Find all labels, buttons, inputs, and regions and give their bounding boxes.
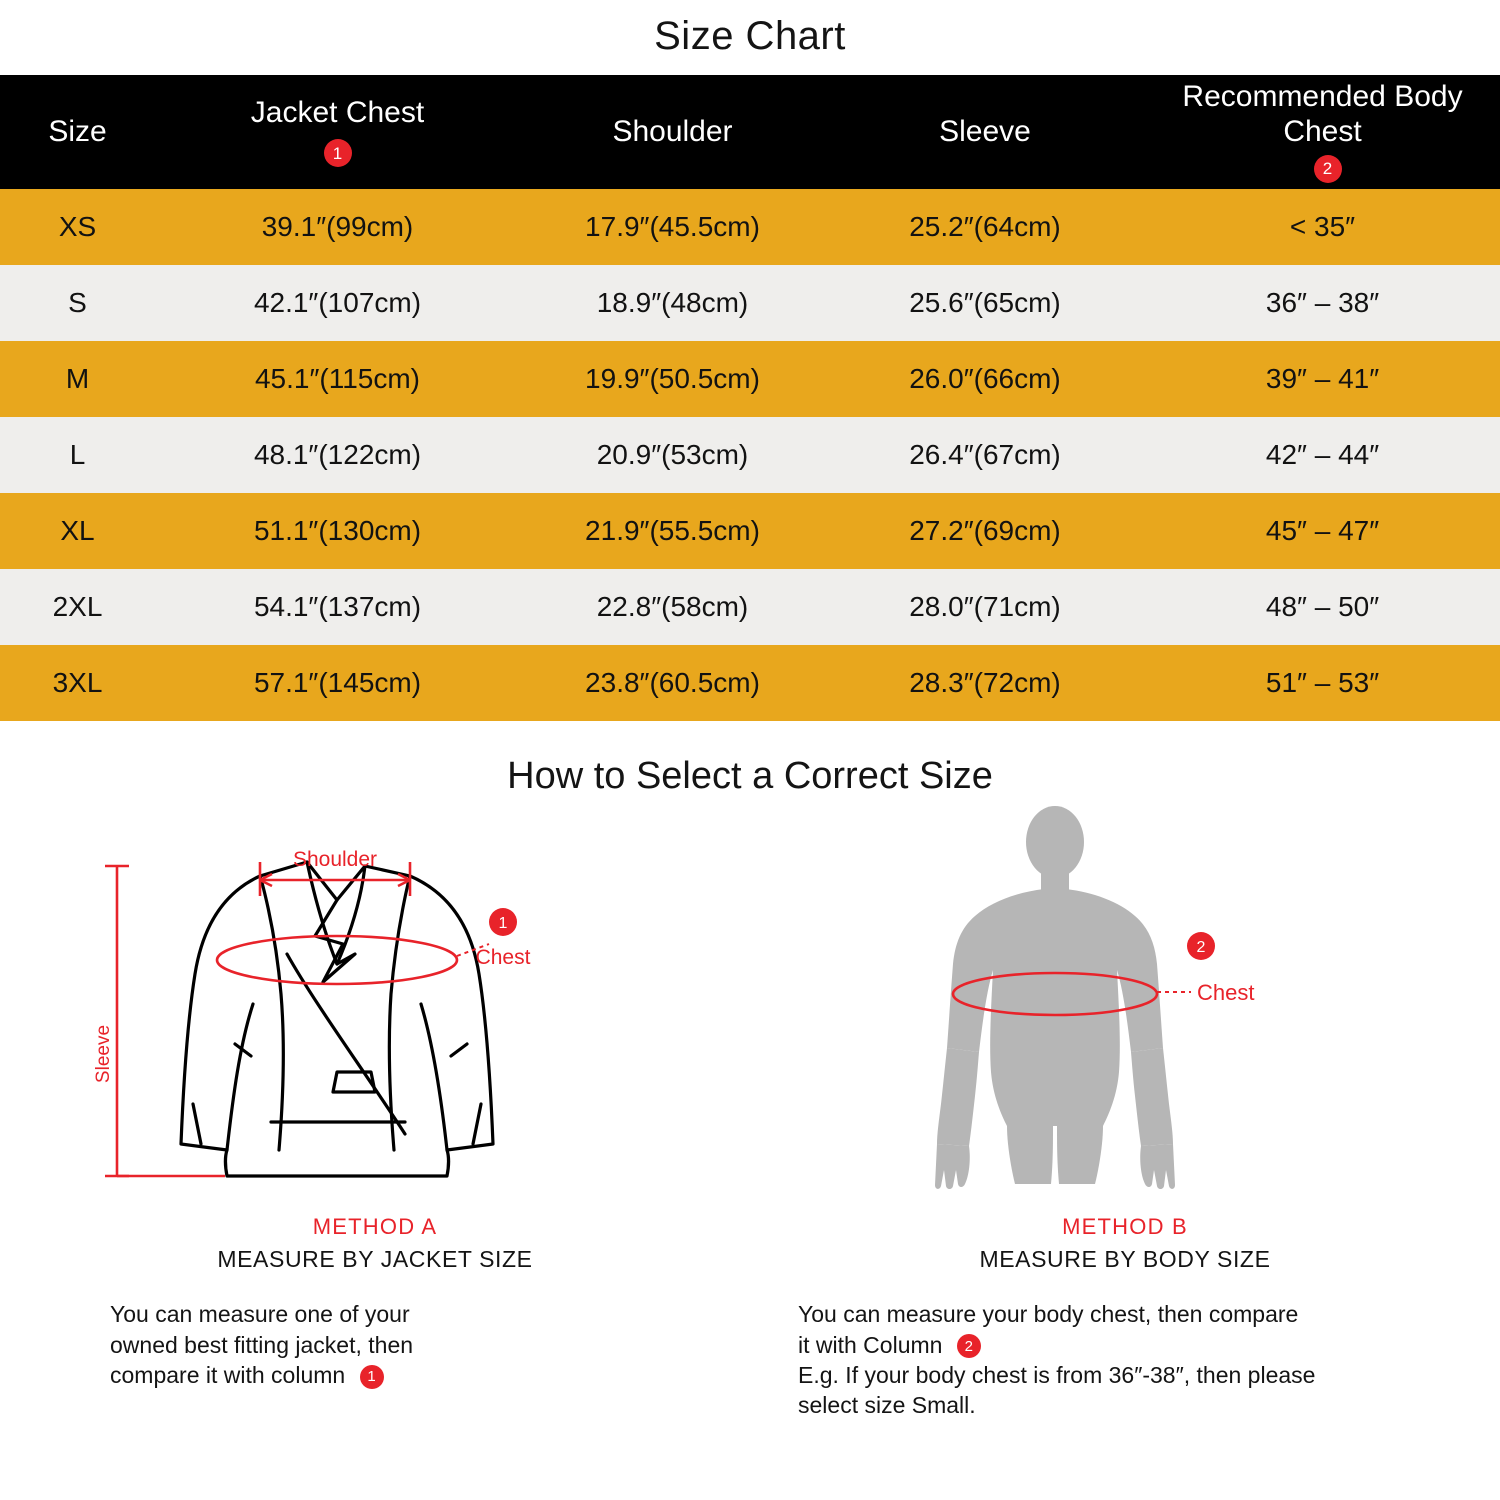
body-right-hand bbox=[1140, 1144, 1175, 1189]
cell-shoulder: 17.9″(45.5cm) bbox=[520, 189, 825, 265]
body-illustration-svg bbox=[825, 804, 1425, 1204]
column-header-size-label: Size bbox=[48, 115, 107, 149]
cell-jacket-chest: 54.1″(137cm) bbox=[155, 569, 520, 645]
method-b-block bbox=[750, 804, 1500, 1420]
method-b-sub: MEASURE BY BODY SIZE bbox=[979, 1246, 1271, 1273]
cell-size: S bbox=[0, 265, 155, 341]
body-left-leg bbox=[1007, 1126, 1053, 1184]
cell-body-chest: < 35″ bbox=[1145, 189, 1500, 265]
table-row bbox=[0, 569, 1500, 645]
table-row bbox=[0, 189, 1500, 265]
table-row bbox=[0, 341, 1500, 417]
column-header-sleeve bbox=[825, 75, 1145, 189]
chest-label: Chest bbox=[475, 946, 531, 970]
cell-jacket-chest: 45.1″(115cm) bbox=[155, 341, 520, 417]
badge-2-icon: 2 bbox=[1314, 155, 1342, 183]
cell-sleeve: 26.0″(66cm) bbox=[825, 341, 1145, 417]
method-a-block bbox=[0, 804, 750, 1420]
table-header bbox=[0, 75, 1500, 189]
cell-sleeve: 28.0″(71cm) bbox=[825, 569, 1145, 645]
badge-1-icon: 1 bbox=[360, 1365, 384, 1389]
table-row bbox=[0, 645, 1500, 721]
method-b-desc-line2: it with Column bbox=[798, 1331, 943, 1358]
cell-sleeve: 28.3″(72cm) bbox=[825, 645, 1145, 721]
cell-size: XL bbox=[0, 493, 155, 569]
cell-shoulder: 19.9″(50.5cm) bbox=[520, 341, 825, 417]
table-header-row bbox=[0, 75, 1500, 189]
cell-shoulder: 20.9″(53cm) bbox=[520, 417, 825, 493]
cell-size: 3XL bbox=[0, 645, 155, 721]
cell-shoulder: 23.8″(60.5cm) bbox=[520, 645, 825, 721]
method-a-desc-line1: You can measure one of your bbox=[110, 1301, 410, 1328]
badge-2-text: 2 bbox=[1196, 939, 1206, 957]
badge-2-icon: 2 bbox=[957, 1334, 981, 1358]
column-header-size bbox=[0, 75, 155, 189]
cell-jacket-chest: 42.1″(107cm) bbox=[155, 265, 520, 341]
cell-shoulder: 18.9″(48cm) bbox=[520, 265, 825, 341]
cell-sleeve: 25.2″(64cm) bbox=[825, 189, 1145, 265]
cell-body-chest: 45″ – 47″ bbox=[1145, 493, 1500, 569]
jacket-illustration-svg bbox=[75, 804, 675, 1204]
cell-size: XS bbox=[0, 189, 155, 265]
body-right-leg bbox=[1057, 1126, 1103, 1184]
column-header-shoulder bbox=[520, 75, 825, 189]
cell-size: M bbox=[0, 341, 155, 417]
page-title: Size Chart bbox=[654, 14, 846, 58]
method-b-description bbox=[750, 1299, 1500, 1420]
cell-body-chest: 39″ – 41″ bbox=[1145, 341, 1500, 417]
badge-1-text: 1 bbox=[498, 915, 508, 933]
column-header-jacket-chest-label: Jacket Chest bbox=[250, 95, 425, 129]
cell-shoulder: 21.9″(55.5cm) bbox=[520, 493, 825, 569]
cell-sleeve: 27.2″(69cm) bbox=[825, 493, 1145, 569]
cell-body-chest: 42″ – 44″ bbox=[1145, 417, 1500, 493]
table-row bbox=[0, 417, 1500, 493]
jacket-diagram bbox=[0, 804, 750, 1204]
methods-section bbox=[0, 804, 1500, 1420]
body-diagram bbox=[750, 804, 1500, 1204]
method-b-desc-line3: E.g. If your body chest is from 36″-38″, then please bbox=[798, 1361, 1316, 1388]
body-chest-label: Chest bbox=[1197, 980, 1255, 1006]
table-row bbox=[0, 493, 1500, 569]
cell-size: L bbox=[0, 417, 155, 493]
sleeve-label: Sleeve bbox=[93, 1025, 114, 1084]
shoulder-label: Shoulder bbox=[292, 848, 378, 872]
column-header-sleeve-label: Sleeve bbox=[939, 115, 1031, 149]
cell-shoulder: 22.8″(58cm) bbox=[520, 569, 825, 645]
body-head bbox=[1026, 806, 1084, 878]
cell-body-chest: 51″ – 53″ bbox=[1145, 645, 1500, 721]
cell-sleeve: 26.4″(67cm) bbox=[825, 417, 1145, 493]
method-a-description bbox=[0, 1299, 750, 1390]
cell-jacket-chest: 57.1″(145cm) bbox=[155, 645, 520, 721]
method-a-desc-line2: owned best fitting jacket, then bbox=[110, 1331, 414, 1358]
cell-sleeve: 25.6″(65cm) bbox=[825, 265, 1145, 341]
method-b-desc-line1: You can measure your body chest, then compare bbox=[798, 1301, 1299, 1328]
how-to-select-heading: How to Select a Correct Size bbox=[507, 755, 993, 798]
column-header-body-chest bbox=[1145, 75, 1500, 189]
method-a-desc-line3-wrap bbox=[110, 1360, 710, 1390]
method-b-desc-line2-wrap bbox=[798, 1330, 1440, 1360]
column-header-shoulder-label: Shoulder bbox=[612, 115, 733, 149]
method-b-desc-line4: select size Small. bbox=[798, 1392, 976, 1419]
table-body bbox=[0, 189, 1500, 721]
column-header-jacket-chest bbox=[155, 75, 520, 189]
body-right-arm bbox=[1131, 1048, 1173, 1146]
cell-jacket-chest: 39.1″(99cm) bbox=[155, 189, 520, 265]
method-a-name: METHOD A bbox=[312, 1214, 438, 1240]
method-a-desc-line3: compare it with column bbox=[110, 1361, 346, 1388]
badge-1-icon: 1 bbox=[324, 139, 352, 167]
cell-body-chest: 36″ – 38″ bbox=[1145, 265, 1500, 341]
cell-body-chest: 48″ – 50″ bbox=[1145, 569, 1500, 645]
cell-jacket-chest: 51.1″(130cm) bbox=[155, 493, 520, 569]
size-chart-table bbox=[0, 75, 1500, 721]
table-row bbox=[0, 265, 1500, 341]
column-header-jacket-chest-badge-wrap bbox=[161, 134, 514, 169]
column-header-body-chest-label: Recommended Body Chest bbox=[1182, 80, 1463, 149]
cell-jacket-chest: 48.1″(122cm) bbox=[155, 417, 520, 493]
cell-size: 2XL bbox=[0, 569, 155, 645]
method-b-name: METHOD B bbox=[1062, 1214, 1188, 1240]
method-a-sub: MEASURE BY JACKET SIZE bbox=[217, 1246, 533, 1273]
body-left-arm bbox=[937, 1048, 979, 1146]
body-left-hand bbox=[935, 1144, 970, 1189]
